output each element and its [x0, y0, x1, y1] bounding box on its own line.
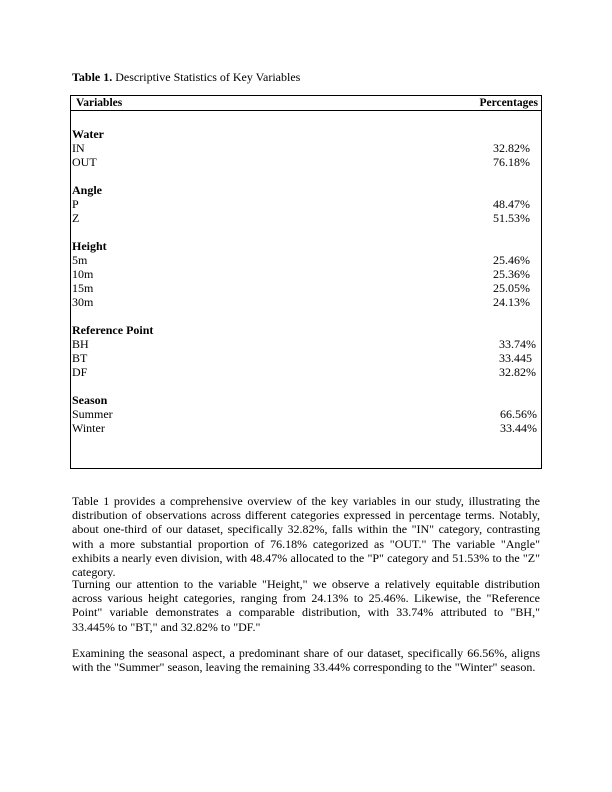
group-season	[72, 393, 540, 435]
row-value: 32.82%	[493, 141, 530, 155]
row-label: 30m	[72, 295, 94, 309]
table-row	[72, 337, 540, 351]
group-reference-point	[72, 323, 540, 379]
table-row	[72, 253, 540, 267]
table-caption-text: Descriptive Statistics of Key Variables	[115, 70, 301, 84]
group-height	[72, 239, 540, 309]
row-value: 48.47%	[493, 197, 530, 211]
table-row	[72, 421, 540, 435]
paragraph-3: Examining the seasonal aspect, a predominant share of our dataset, specifically 66.56%, aligns with the "Summer" season, leaving the remaining 33.44% corresponding to the "Winter" season.	[72, 646, 540, 675]
row-label: 15m	[72, 281, 94, 295]
table-row	[72, 197, 540, 211]
row-label: BT	[72, 351, 88, 365]
table-body	[72, 127, 540, 449]
table-row	[72, 407, 540, 421]
row-label: Winter	[72, 421, 105, 435]
row-label: Summer	[72, 407, 113, 421]
row-label: Z	[72, 211, 80, 225]
table-row	[72, 281, 540, 295]
row-label: BH	[72, 337, 89, 351]
row-value: 25.36%	[493, 267, 530, 281]
table-header	[71, 96, 541, 111]
row-label: 10m	[72, 267, 94, 281]
row-value: 33.74%	[499, 337, 536, 351]
row-value: 33.445	[499, 351, 532, 365]
table-caption-label: Table 1.	[72, 70, 113, 84]
table-row	[72, 211, 540, 225]
table-row	[72, 155, 540, 169]
row-label: P	[72, 197, 79, 211]
paragraph-1: Table 1 provides a comprehensive overview of the key variables in our study, illustrating the distribution of observations across different categories expressed in percentage terms. Notably, about one-third of our dataset, specifically 32.82%, falls within the "IN" category, contrasting with a more substantial proportion of 76.18% categorized as "OUT." The variable "Angle" exhibits a nearly even division, with 48.47% allocated to the "P" category and 51.53% to the "Z" category.	[72, 494, 540, 580]
row-label: OUT	[72, 155, 97, 169]
row-value: 33.44%	[500, 421, 537, 435]
group-title: Angle	[72, 183, 102, 197]
row-value: 32.82%	[499, 365, 536, 379]
table-row	[72, 267, 540, 281]
row-value: 25.46%	[493, 253, 530, 267]
group-title: Reference Point	[72, 323, 154, 337]
row-label: 5m	[72, 253, 88, 267]
group-angle	[72, 183, 540, 225]
group-title: Season	[72, 393, 108, 407]
row-value: 66.56%	[500, 407, 537, 421]
table-row	[72, 365, 540, 379]
row-value: 25.05%	[493, 281, 530, 295]
table-row	[72, 295, 540, 309]
group-water	[72, 127, 540, 169]
row-value: 76.18%	[493, 155, 530, 169]
table-caption	[72, 70, 300, 84]
statistics-table	[70, 95, 542, 469]
row-label: IN	[72, 141, 85, 155]
paragraph-2: Turning our attention to the variable "Height," we observe a relatively equitable distribution across various height categories, ranging from 24.13% to 25.46%. Likewise, the "Reference Point" variable demonstrates a comparable distribution, with 33.74% attributed to "BH," 33.445% to "BT," and 32.82% to "DF."	[72, 577, 540, 634]
table-row	[72, 141, 540, 155]
table-row	[72, 351, 540, 365]
row-label: DF	[72, 365, 88, 379]
header-percentages: Percentages	[479, 97, 538, 109]
row-value: 24.13%	[493, 295, 530, 309]
group-title: Height	[72, 239, 107, 253]
row-value: 51.53%	[493, 211, 530, 225]
group-title: Water	[72, 127, 104, 141]
header-variables: Variables	[76, 97, 123, 109]
